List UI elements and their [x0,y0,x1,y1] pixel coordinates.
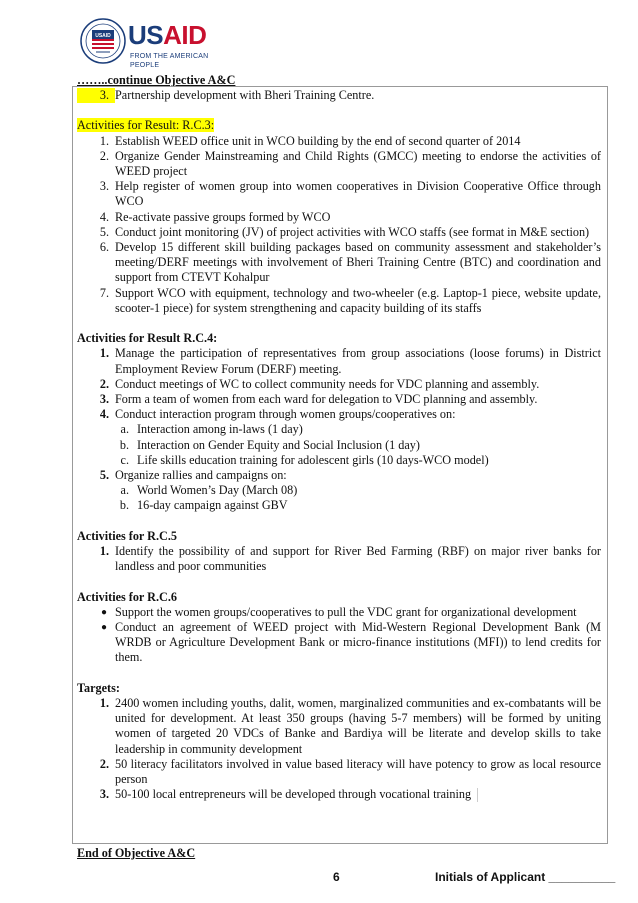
bullet-icon: ● [100,606,107,618]
list-text: 50 literacy facilitators involved in value based literacy will have potency to grow as local resource person [115,756,601,787]
list-item [77,757,601,787]
rc4-section [77,331,601,513]
list-text: Form a team of women from each ward for delegation to VDC planning and assembly. [115,392,538,407]
list-text: Develop 15 different skill building packages based on community assessment and stakeholder’s meeting/DERF meetings with involvement of Bheri Training Centre (BTC) and coordination and support from CTEVT Kohalpur [115,240,601,285]
sub-list-letter: a. [120,422,129,437]
list-number: 3. [99,179,109,194]
list-number: 2. [99,148,109,163]
bullet-text: Support the women groups/cooperatives to pull the VDC grant for organizational development [115,604,577,619]
list-item [77,787,601,802]
rc6-heading: Activities for R.C.6 [77,589,177,604]
list-number: 4. [99,407,109,422]
sub-list-text: Life skills education training for adolescent girls (10 days-WCO model) [137,452,489,467]
list-number: 3. [77,88,115,103]
rc5-section [77,529,601,575]
rc6-section [77,590,601,666]
list-text: Organize Gender Mainstreaming and Child Rights (GMCC) meeting to endorse the activities of WEED project [115,148,601,178]
sub-list-text: World Women’s Day (March 08) [137,483,298,498]
logo-word-aid: AID [163,20,207,50]
objective-list [77,88,601,103]
list-item [77,134,601,149]
list-text: Conduct interaction program through women groups/cooperatives on: [115,407,456,422]
rc3-list [77,134,601,316]
list-item [77,179,601,209]
logo-wordmark [128,20,206,50]
rc4-sublist-5 [77,483,601,513]
list-text: Re-activate passive groups formed by WCO [115,209,331,224]
list-item [77,210,601,225]
rc5-heading: Activities for R.C.5 [77,528,177,543]
sub-list-item [77,498,601,513]
list-item [77,468,601,483]
list-number: 3. [99,392,109,407]
list-item [77,407,601,422]
list-number: 3. [99,787,109,802]
list-item [77,377,601,392]
text-cursor [477,788,478,802]
rc3-section [77,118,601,316]
rc6-list [77,605,601,666]
rc3-heading: Activities for Result: R.C.3: [77,118,215,133]
bullet-item [77,605,601,620]
sub-list-letter: c. [120,452,129,467]
sub-list-text: Interaction on Gender Equity and Social Inclusion (1 day) [137,437,420,452]
sub-list-text: 16-day campaign against GBV [137,498,288,513]
list-number: 1. [99,133,109,148]
list-text: Conduct joint monitoring (JV) of project activities with WCO staffs (see format in M&E section) [115,224,590,239]
rc4-list [77,346,601,422]
list-text: Organize rallies and campaigns on: [115,468,287,483]
list-number: 2. [99,376,109,391]
bullet-item [77,620,601,666]
list-item [77,544,601,574]
list-text: 50-100 local entrepreneurs will be developed through vocational training [115,787,472,802]
list-number: 7. [99,285,109,300]
list-number: 1. [99,544,109,559]
page-number: 6 [333,870,340,884]
sub-list-letter: b. [119,437,129,452]
list-text: Support WCO with equipment, technology and two-wheeler (e.g. Laptop-1 piece, website update, scooter-1 piece) for system strengthening and capacity building of its staffs [115,285,601,315]
bullet-text: Conduct an agreement of WEED project with Mid-Western Regional Development Bank (M WRDB or Agriculture Development Bank or micro-finance institutions (MFI)) to lend credits for them. [115,620,601,665]
document-body [77,88,601,802]
list-item [77,225,601,240]
list-text: Manage the participation of representatives from group associations (loose forums) in District Employment Review Forum (DERF) meeting. [115,346,601,376]
list-number: 4. [99,209,109,224]
list-number: 1. [99,696,109,711]
list-number: 5. [99,224,109,239]
usaid-logo [80,18,230,68]
targets-heading: Targets: [77,680,120,695]
list-text: Partnership development with Bheri Training Centre. [115,88,375,102]
usaid-seal-icon [80,18,126,64]
targets-list [77,696,601,802]
bullet-icon: ● [100,622,107,634]
list-item [77,149,601,179]
rc5-list [77,544,601,574]
rc4-sublist-4 [77,422,601,468]
list-text: Identify the possibility of and support for River Bed Farming (RBF) on major river banks for landless and poor communities [115,544,601,574]
end-objective-heading: End of Objective A&C [77,846,196,860]
list-text: Conduct meetings of WC to collect community needs for VDC planning and assembly. [115,376,540,391]
list-item [77,392,601,407]
initials-of-applicant: Initials of Applicant __________ [435,870,616,884]
sub-list-letter: a. [120,483,129,498]
logo-tagline: FROM THE AMERICAN PEOPLE [130,53,209,69]
list-item [77,696,601,757]
list-text: Establish WEED office unit in WCO building by the end of second quarter of 2014 [115,133,521,148]
sub-list-item [77,483,601,498]
sub-list-item [77,438,601,453]
sub-list-item [77,422,601,437]
list-text: 2400 women including youths, dalit, women, marginalized communities and ex-combatants will be united for development. At least 350 groups (having 5-7 members) will be formed by uniting women of targeted 20 VDCs of Banke and Bardiya will be literate and develop skills to take leadership in community development [115,696,601,756]
rc4-heading: Activities for Result R.C.4: [77,331,218,346]
sub-list-letter: b. [119,498,129,513]
list-item [77,346,601,376]
logo-word-us: US [128,20,164,50]
list-number: 2. [99,756,109,771]
sub-list-item [77,453,601,468]
list-number: 6. [99,240,109,255]
list-number: 1. [99,346,109,361]
sub-list-text: Interaction among in-laws (1 day) [137,422,303,437]
list-text: Help register of women group into women cooperatives in Division Cooperative Office through WCO [115,179,601,209]
list-item [77,286,601,316]
list-item [77,88,601,103]
targets-section [77,681,601,803]
list-item [77,240,601,286]
rc4-list-cont [77,468,601,483]
svg-text:USAID: USAID [95,33,111,39]
continue-objective-heading: ……..continue Objective A&C [77,73,236,87]
list-number: 5. [99,468,109,483]
